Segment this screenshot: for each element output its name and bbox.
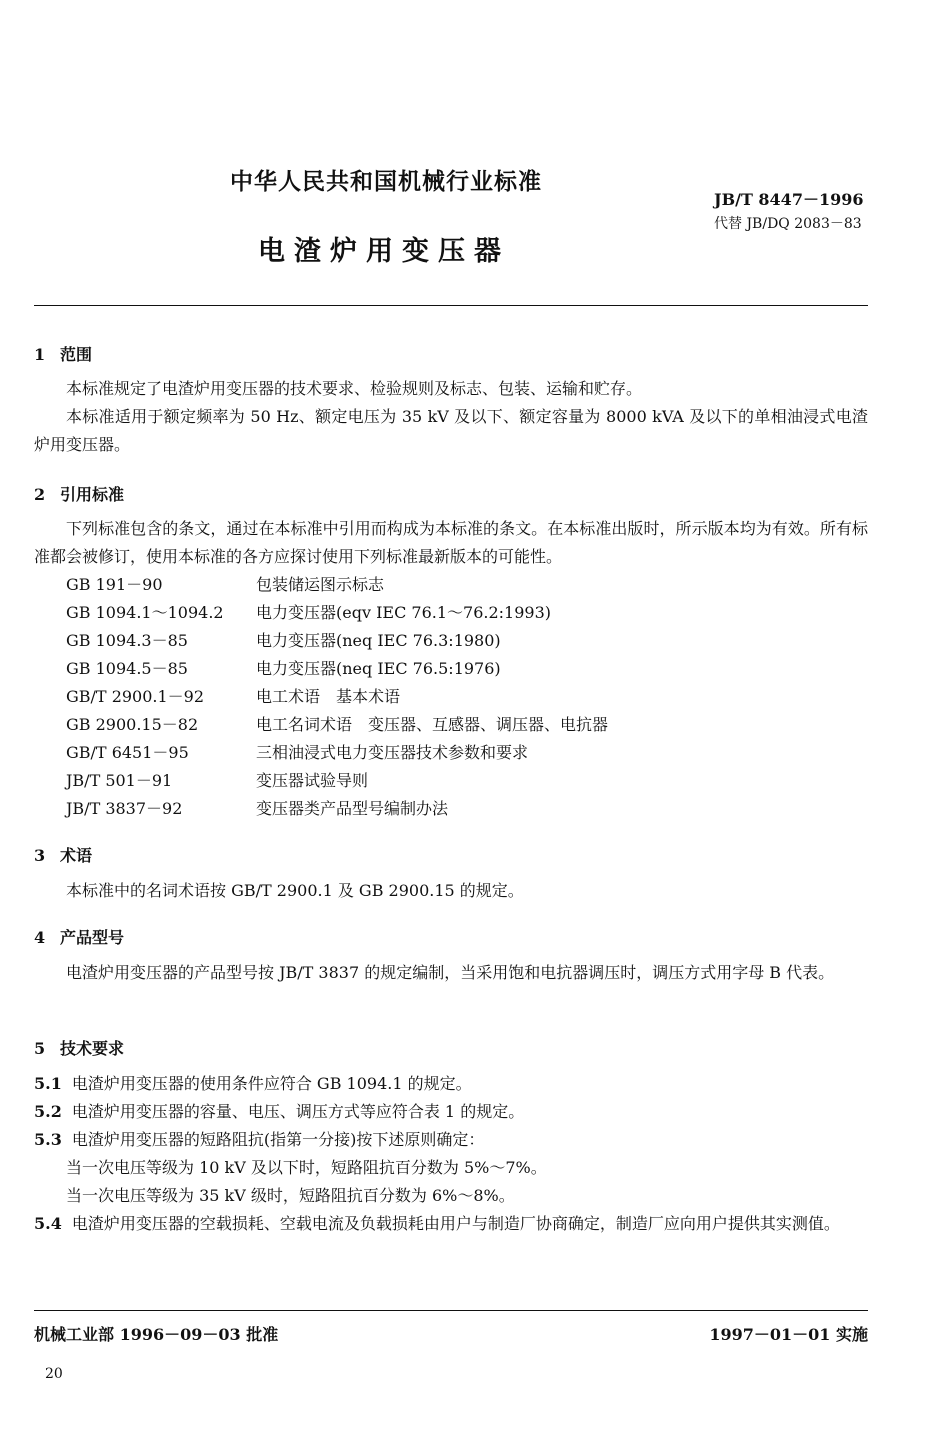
reference-code: GB/T 2900.1－92 <box>66 687 205 706</box>
standard-code: JB/T 8447－1996 <box>714 190 864 209</box>
section-title: 产品型号 <box>60 928 125 947</box>
reference-code: JB/T 501－91 <box>66 771 173 790</box>
section-3-paragraph-1: 本标准中的名词术语按 GB/T 2900.1 及 GB 2900.15 的规定。 <box>66 881 524 900</box>
section-title: 范围 <box>60 345 93 364</box>
replaces-code: 代替 JB/DQ 2083－83 <box>714 216 862 232</box>
section-3-heading <box>34 843 92 866</box>
section-title: 技术要求 <box>60 1039 125 1058</box>
section-1-paragraph-2: 本标准适用于额定频率为 50 Hz、额定电压为 35 kV 及以下、额定容量为 8000 kVA 及以下的单相油浸式电渣炉用变压器。 <box>34 407 868 454</box>
reference-item <box>66 599 551 627</box>
approval-date: 机械工业部 1996－09－03 批准 <box>34 1325 279 1344</box>
reference-title: 变压器试验导则 <box>256 771 369 790</box>
reference-code: GB 1094.3－85 <box>66 631 188 650</box>
reference-title: 电力变压器(neq IEC 76.5:1976) <box>256 659 501 678</box>
reference-item <box>66 683 400 711</box>
section-2-paragraph-1: 下列标准包含的条文，通过在本标准中引用而构成为本标准的条文。在本标准出版时，所示版本均为有效。所有标准都会被修订，使用本标准的各方应探讨使用下列标准最新版本的可能性。 <box>34 519 868 566</box>
section-title: 术语 <box>60 846 93 865</box>
reference-item <box>66 711 608 739</box>
clause-text: 电渣炉用变压器的容量、电压、调压方式等应符合表 1 的规定。 <box>71 1102 525 1121</box>
reference-item <box>66 655 501 683</box>
section-number: 3 <box>34 846 46 865</box>
clause-text: 电渣炉用变压器的空载损耗、空载电流及负载损耗由用户与制造厂协商确定，制造厂应向用户提供其实测值。 <box>71 1214 840 1233</box>
section-title: 引用标准 <box>60 485 125 504</box>
section-5-heading <box>34 1036 124 1059</box>
document-title: 电渣炉用变压器 <box>258 236 510 267</box>
reference-code: GB 191－90 <box>66 575 163 594</box>
section-4-paragraph-1: 电渣炉用变压器的产品型号按 JB/T 3837 的规定编制，当采用饱和电抗器调压时，调压方式用字母 B 代表。 <box>66 963 835 982</box>
clause-5-3 <box>34 1126 868 1154</box>
section-number: 4 <box>34 928 46 947</box>
reference-code: GB/T 6451－95 <box>66 743 189 762</box>
clause-number: 5.3 <box>34 1130 62 1149</box>
section-1-paragraph-1: 本标准规定了电渣炉用变压器的技术要求、检验规则及标志、包装、运输和贮存。 <box>66 379 643 398</box>
reference-title: 电力变压器(eqv IEC 76.1～76.2:1993) <box>256 603 552 622</box>
section-2-heading <box>34 482 124 505</box>
section-number: 2 <box>34 485 46 504</box>
section-number: 5 <box>34 1039 46 1058</box>
reference-item <box>66 739 528 767</box>
reference-item <box>66 627 501 655</box>
section-number: 1 <box>34 345 46 364</box>
reference-code: GB 1094.1～1094.2 <box>66 603 224 622</box>
reference-title: 变压器类产品型号编制办法 <box>256 799 449 818</box>
clause-number: 5.1 <box>34 1074 62 1093</box>
page-number: 20 <box>45 1366 63 1382</box>
reference-title: 电工名词术语 变压器、互感器、调压器、电抗器 <box>256 715 609 734</box>
clause-text: 电渣炉用变压器的使用条件应符合 GB 1094.1 的规定。 <box>71 1074 472 1093</box>
section-1-heading <box>34 342 92 365</box>
effective-date: 1997－01－01 实施 <box>709 1325 868 1344</box>
header-divider <box>34 305 868 306</box>
footer-divider <box>34 1310 868 1311</box>
reference-title: 电力变压器(neq IEC 76.3:1980) <box>256 631 501 650</box>
reference-item <box>66 795 448 823</box>
clause-5-2 <box>34 1098 868 1126</box>
section-4-heading <box>34 925 124 948</box>
reference-title: 电工术语 基本术语 <box>256 687 401 706</box>
clause-number: 5.2 <box>34 1102 62 1121</box>
clause-text: 电渣炉用变压器的短路阻抗(指第一分接)按下述原则确定： <box>71 1130 485 1149</box>
standard-organization-title: 中华人民共和国机械行业标准 <box>230 168 542 195</box>
reference-code: GB 1094.5－85 <box>66 659 188 678</box>
reference-code: GB 2900.15－82 <box>66 715 199 734</box>
reference-title: 三相油浸式电力变压器技术参数和要求 <box>256 743 529 762</box>
clause-number: 5.4 <box>34 1214 62 1233</box>
clause-5-1 <box>34 1070 868 1098</box>
reference-title: 包装储运图示标志 <box>256 575 385 594</box>
reference-code: JB/T 3837－92 <box>66 799 183 818</box>
reference-item <box>66 571 384 599</box>
clause-5-3-item-2: 当一次电压等级为 35 kV 级时，短路阻抗百分数为 6%～8%。 <box>66 1186 515 1205</box>
clause-5-3-item-1: 当一次电压等级为 10 kV 及以下时，短路阻抗百分数为 5%～7%。 <box>66 1158 547 1177</box>
reference-item <box>66 767 368 795</box>
clause-5-4 <box>34 1210 868 1238</box>
